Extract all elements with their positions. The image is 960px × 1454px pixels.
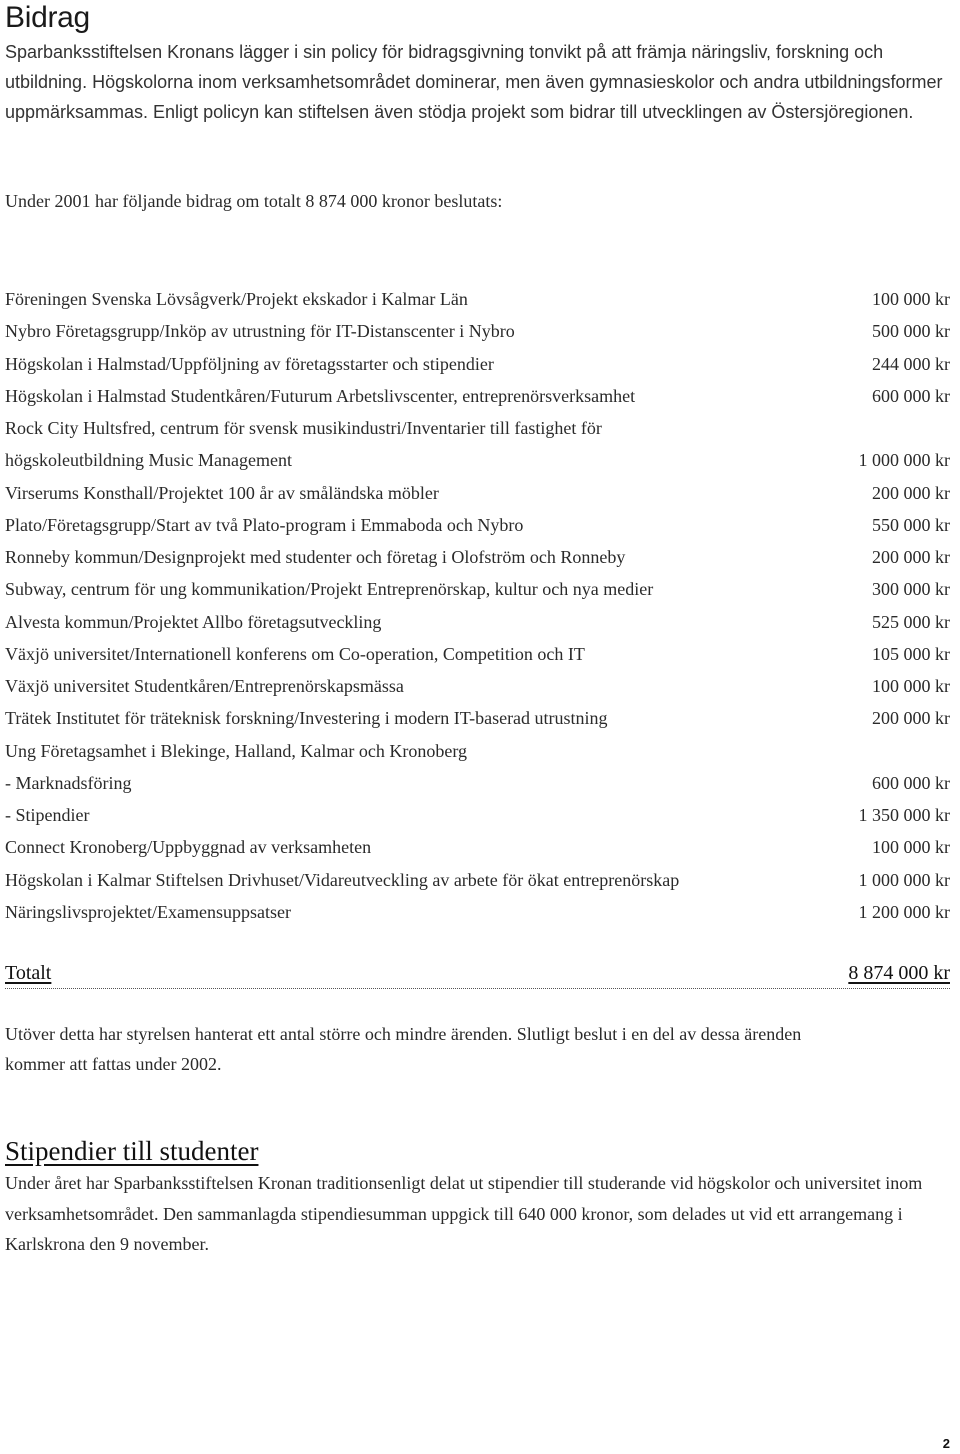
grant-row xyxy=(5,412,950,444)
grant-amount: 525 000 kr xyxy=(872,611,950,632)
grant-name: - Marknadsföring xyxy=(5,772,132,793)
total-row xyxy=(5,958,950,989)
grant-amount: 1 200 000 kr xyxy=(858,901,950,922)
grant-name: Nybro Företagsgrupp/Inköp av utrustning för IT-Distanscenter i Nybro xyxy=(5,321,515,342)
grant-row xyxy=(5,638,950,670)
total-value: 8 874 000 kr xyxy=(848,962,950,984)
grant-name: Ung Företagsamhet i Blekinge, Halland, Kalmar och Kronoberg xyxy=(5,740,468,761)
grant-amount: 300 000 kr xyxy=(872,579,950,600)
grant-row xyxy=(5,283,950,315)
grant-row xyxy=(5,509,950,541)
grant-amount: 244 000 kr xyxy=(872,353,950,374)
total-label: Totalt xyxy=(5,962,52,984)
grant-name: Ronneby kommun/Designprojekt med studenter och företag i Olofström och Ronneby xyxy=(5,547,626,567)
after-paragraph: Utöver detta har styrelsen hanterat ett antal större och mindre ärenden. Slutligt beslut i en del av dessa ärenden kommer att fattas under 2002. xyxy=(5,1024,802,1074)
grant-row xyxy=(5,315,950,347)
grant-row xyxy=(5,767,950,799)
grant-amount: 600 000 kr xyxy=(872,385,950,406)
grant-name: Plato/Företagsgrupp/Start av två Plato-program i Emmaboda och Nybro xyxy=(5,514,524,535)
grant-name: Subway, centrum för ung kommunikation/Projekt Entreprenörskap, kultur och nya medier xyxy=(5,579,654,600)
grant-row xyxy=(5,735,950,767)
grant-name: Rock City Hultsfred, centrum för svensk musikindustri/Inventarier till fastighet för xyxy=(5,418,602,438)
grant-amount: 1 350 000 kr xyxy=(858,805,950,825)
page-number: 2 xyxy=(942,1436,950,1451)
grant-amount: 600 000 kr xyxy=(872,772,950,793)
intro-paragraph: Sparbanksstiftelsen Kronans lägger i sin policy för bidragsgivning tonvikt på att främja näringsliv, forskning och utbildning. Högskolorna inom verksamhetsområdet dominerar, men även gymnasieskolor och andra utbildningsformer uppmärksammas. Enligt policyn kan stiftelsen även stödja projekt som bidrar till utvecklingen av Östersjöregionen. xyxy=(5,42,943,122)
grant-amount: 200 000 kr xyxy=(872,482,950,503)
grant-row xyxy=(5,799,950,831)
grant-name: Virserums Konsthall/Projektet 100 år av småländska möbler xyxy=(5,482,439,503)
grant-amount: 1 000 000 kr xyxy=(858,869,950,890)
grant-name: Föreningen Svenska Lövsågverk/Projekt ekskador i Kalmar Län xyxy=(5,289,468,309)
grant-name: högskoleutbildning Music Management xyxy=(5,450,292,471)
grant-name: - Stipendier xyxy=(5,805,90,825)
grant-row xyxy=(5,541,950,573)
grant-amount: 550 000 kr xyxy=(872,514,950,535)
section-heading-bidrag: Bidrag xyxy=(5,1,90,34)
grant-name: Högskolan i Halmstad/Uppföljning av företagsstarter och stipendier xyxy=(5,353,494,374)
grant-row xyxy=(5,477,950,509)
grant-amount: 105 000 kr xyxy=(872,643,950,664)
stipendier-paragraph: Under året har Sparbanksstiftelsen Kronan traditionsenligt delat ut stipendier till studerande vid högskolor och universitet inom verksamhetsområdet. Den sammanlagda stipendiesumman uppgick till 640 000 kronor, som delades ut vid ett arrangemang i Karlskrona den 9 november. xyxy=(5,1173,923,1254)
grant-amount: 200 000 kr xyxy=(872,547,950,567)
grants-summary-line: Under 2001 har följande bidrag om totalt 8 874 000 kronor beslutats: xyxy=(5,191,503,211)
grant-name: Alvesta kommun/Projektet Allbo företagsutveckling xyxy=(5,611,382,632)
grant-name: Växjö universitet Studentkåren/Entreprenörskapsmässa xyxy=(5,676,404,696)
grant-name: Högskolan i Kalmar Stiftelsen Drivhuset/Vidareutveckling av arbete för ökat entreprenörskap xyxy=(5,869,680,890)
grant-name: Högskolan i Halmstad Studentkåren/Futurum Arbetslivscenter, entreprenörsverksamhet xyxy=(5,385,636,406)
grant-row xyxy=(5,606,950,638)
grant-row xyxy=(5,831,950,863)
grant-amount: 1 000 000 kr xyxy=(858,450,950,471)
grant-name: Connect Kronoberg/Uppbyggnad av verksamheten xyxy=(5,837,372,858)
grants-list xyxy=(5,283,950,928)
grant-row xyxy=(5,864,950,896)
grant-name: Näringslivsprojektet/Examensuppsatser xyxy=(5,901,291,922)
grant-name: Trätek Institutet för träteknisk forskning/Investering i modern IT-baserad utrustning xyxy=(5,708,608,729)
grant-row xyxy=(5,380,950,412)
grant-row xyxy=(5,702,950,734)
grant-row xyxy=(5,573,950,605)
grant-row xyxy=(5,348,950,380)
grant-amount: 200 000 kr xyxy=(872,708,950,729)
grant-amount: 500 000 kr xyxy=(872,321,950,342)
grant-amount: 100 000 kr xyxy=(872,837,950,858)
grant-row xyxy=(5,444,950,476)
grant-row xyxy=(5,670,950,702)
grant-row xyxy=(5,896,950,928)
grant-amount: 100 000 kr xyxy=(872,676,950,696)
grant-name: Växjö universitet/Internationell konferens om Co-operation, Competition och IT xyxy=(5,643,585,664)
section-heading-stipendier: Stipendier till studenter xyxy=(5,1136,259,1166)
grant-amount: 100 000 kr xyxy=(872,289,950,309)
